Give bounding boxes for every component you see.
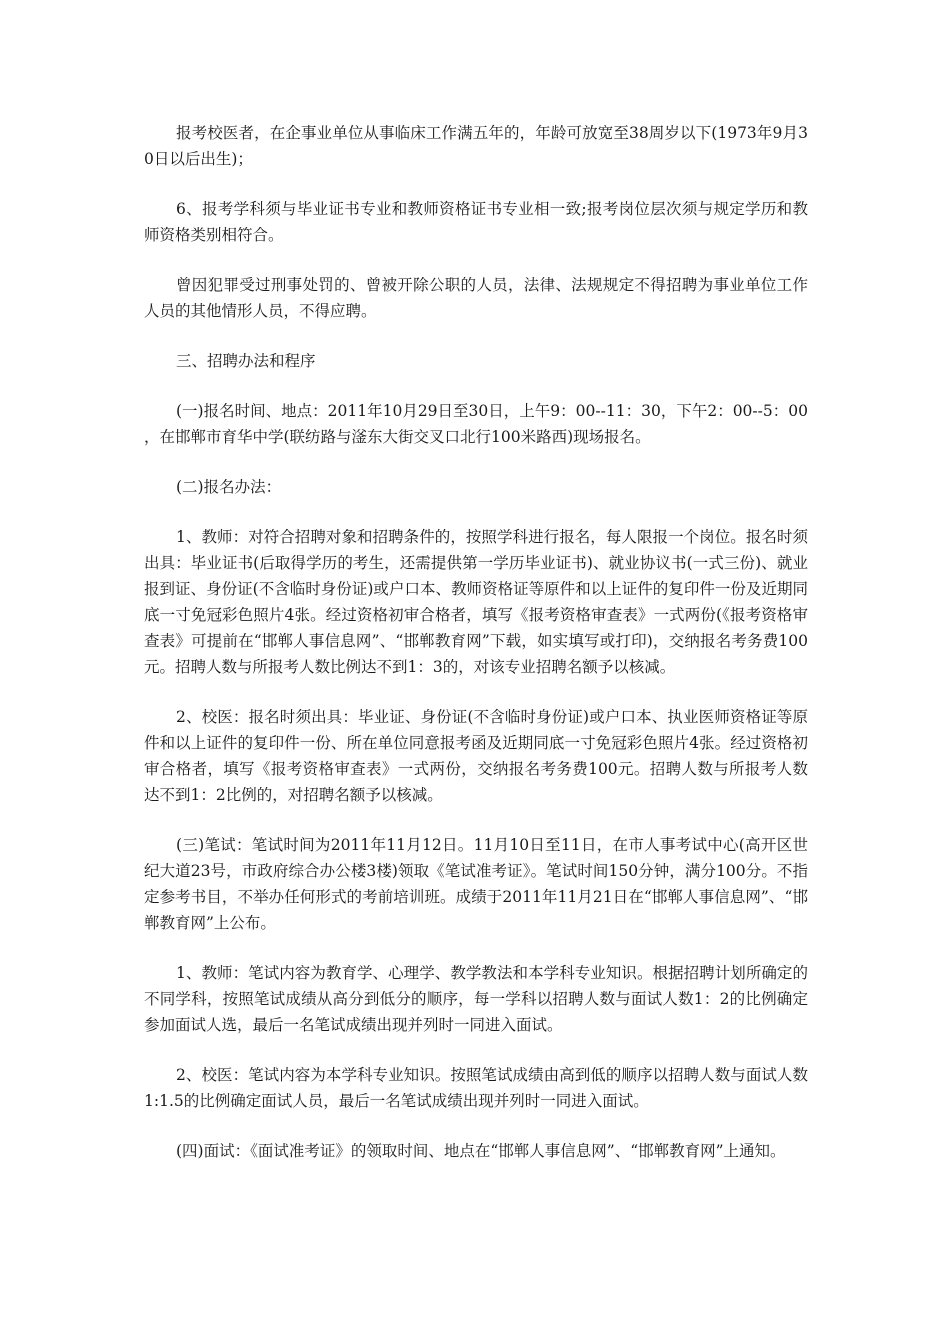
document-body [144,120,808,1188]
paragraph-age-exception: 报考校医者，在企事业单位从事临床工作满五年的，年龄可放宽至38周岁以下(1973年9月30日以后出生)； [144,124,808,168]
paragraph-teacher-exam: 1、教师：笔试内容为教育学、心理学、教学教法和本学科专业知识。根据招聘计划所确定的不同学科，按照笔试成绩从高分到低分的顺序，每一学科以招聘人数与面试人数1：2的比例确定参加面试人选，最后一名笔试成绩出现并列时一同进入面试。 [144,964,808,1034]
paragraph-registration-time: (一)报名时间、地点：2011年10月29日至30日，上午9：00--11：30，下午2：00--5：00，在邯郸市育华中学(联纺路与滏东大街交叉口北行100米路西)现场报名。 [144,402,808,446]
subheading-registration-method: (二)报名办法： [176,478,282,496]
paragraph-disqualification: 曾因犯罪受过刑事处罚的、曾被开除公职的人员，法律、法规规定不得招聘为事业单位工作人员的其他情形人员，不得应聘。 [144,276,808,320]
section-heading-procedure: 三、招聘办法和程序 [176,352,316,370]
paragraph-interview: (四)面试：《面试准考证》的领取时间、地点在“邯郸人事信息网”、“邯郸教育网”上通知。 [176,1142,786,1160]
paragraph-doctor-registration: 2、校医：报名时须出具：毕业证、身份证(不含临时身份证)或户口本、执业医师资格证等原件和以上证件的复印件一份、所在单位同意报考函及近期同底一寸免冠彩色照片4张。经过资格初审合格者，填写《报考资格审查表》一式两份，交纳报名考务费100元。招聘人数与所报考人数达不到1：2比例的，对招聘名额予以核减。 [144,708,808,804]
paragraph-written-exam: (三)笔试：笔试时间为2011年11月12日。11月10日至11日，在市人事考试中心(高开区世纪大道23号，市政府综合办公楼3楼)领取《笔试准考证》。笔试时间150分钟，满分100分。不指定参考书目，不举办任何形式的考前培训班。成绩于2011年11月21日在“邯郸人事信息网”、“邯郸教育网”上公布。 [144,836,808,932]
paragraph-subject-requirement: 6、报考学科须与毕业证书专业和教师资格证书专业相一致;报考岗位层次须与规定学历和教师资格类别相符合。 [144,200,808,244]
paragraph-doctor-exam: 2、校医：笔试内容为本学科专业知识。按照笔试成绩由高到低的顺序以招聘人数与面试人数1:1.5的比例确定面试人员，最后一名笔试成绩出现并列时一同进入面试。 [144,1066,808,1110]
paragraph-teacher-registration: 1、教师：对符合招聘对象和招聘条件的，按照学科进行报名，每人限报一个岗位。报名时须出具：毕业证书(后取得学历的考生，还需提供第一学历毕业证书)、就业协议书(一式三份)、就业报到证、身份证(不含临时身份证)或户口本、教师资格证等原件和以上证件的复印件一份及近期同底一寸免冠彩色照片4张。经过资格初审合格者，填写《报考资格审查表》一式两份(《报考资格审查表》可提前在“邯郸人事信息网”、“邯郸教育网”下载，如实填写或打印)，交纳报名考务费100元。招聘人数与所报考人数比例达不到1：3的，对该专业招聘名额予以核减。 [144,528,808,676]
